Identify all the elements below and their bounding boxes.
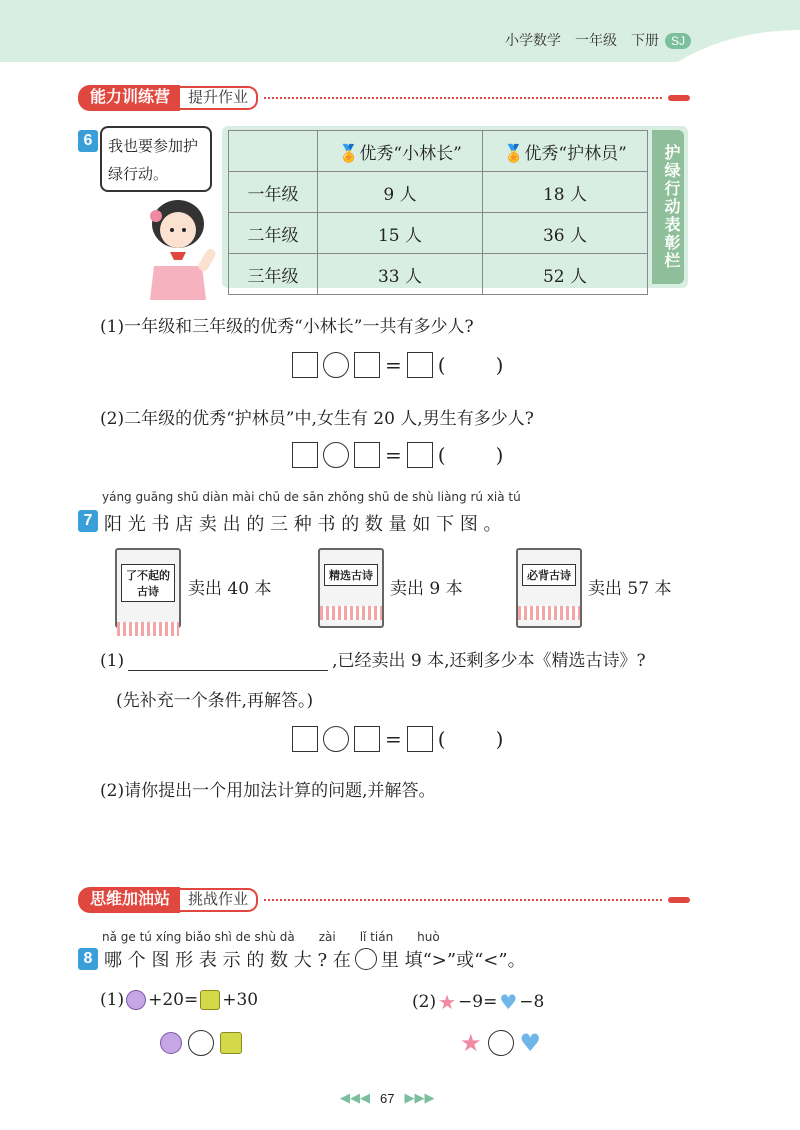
section-subtitle: 提升作业 [178,86,258,110]
answer-box[interactable] [407,726,433,752]
book-cover [318,548,384,628]
operator-circle[interactable] [323,726,349,752]
answer-equation [292,352,503,378]
header-label: 优秀“护林员” [524,143,627,164]
table-cell: 二年级 [229,213,318,254]
answer-box[interactable] [407,352,433,378]
blue-heart-icon: ♥ [519,1029,542,1057]
medal-icon: 🏅 [338,143,360,164]
equation-text: −8 [519,992,545,1012]
unit-paren: ( [437,727,446,751]
book-sold: 卖出 57 本 [588,579,672,599]
header-cell [318,131,483,172]
part-2-compare [460,1030,541,1056]
book-stripes [518,606,580,620]
table-cell: 33 人 [318,254,483,295]
yellow-square-icon [200,990,220,1010]
compare-circle[interactable] [488,1030,514,1056]
answer-box[interactable] [292,442,318,468]
page-number: 67 [380,1090,395,1106]
table-cell: 36 人 [483,213,648,254]
equation-text: −9= [458,992,498,1012]
sub-question-1 [100,646,646,671]
sub-question-note: (先补充一个条件,再解答。) [116,691,314,711]
question-text: 阳 光 书 店 卖 出 的 三 种 书 的 数 量 如 下 图 。 [104,514,502,535]
sub-question-2: (2)请你提出一个用加法计算的问题,并解答。 [100,781,436,801]
question-number: 8 [78,948,98,970]
part-1-equation [100,990,258,1010]
book-stripes [320,606,382,620]
book-stripes [117,622,179,636]
question-text [104,946,526,972]
dotted-line [264,899,662,901]
unit-paren: ( [437,353,446,377]
question-number: 6 [78,130,98,152]
table-row [229,213,648,254]
sub-question-number: (1) [100,651,125,671]
speech-bubble [100,126,212,192]
question-text-a: 哪 个 图 形 表 示 的 数 大 ? 在 [104,950,351,971]
header [505,30,691,50]
prev-arrows-icon: ◀◀◀ [340,1090,370,1105]
condition-blank[interactable] [128,652,328,671]
table-row [229,172,648,213]
unit-paren: ( [437,443,446,467]
pinyin-line: yáng guāng shū diàn mài chū de sān zhǒng shū de shù liàng rú xià tú [102,490,521,504]
answer-equation [292,726,503,752]
header-cell [229,131,318,172]
table-cell: 9 人 [318,172,483,213]
dotted-line [264,97,662,99]
header-cell [483,131,648,172]
section-banner-2 [78,888,690,912]
table-header-row [229,131,648,172]
pink-star-icon: ★ [460,1029,482,1057]
table-cell: 18 人 [483,172,648,213]
table-cell: 一年级 [229,172,318,213]
blue-heart-icon: ♥ [499,990,518,1014]
equals-sign: = [385,727,402,751]
side-label: 护绿行动表彰栏 [652,130,684,284]
series-badge: SJ [665,33,691,49]
part-2-equation [412,990,544,1014]
section-banner-1 [78,86,690,110]
unit-paren: ) [495,443,504,467]
part-number: (1) [100,990,125,1010]
answer-box[interactable] [354,726,380,752]
answer-box[interactable] [292,726,318,752]
purple-circle-icon [160,1032,182,1054]
header-label: 优秀“小林长” [359,143,462,164]
question-text-b: 里 填“>”或“<”。 [380,950,526,971]
answer-box[interactable] [407,442,433,468]
sub-question-2: (2)二年级的优秀“护林员”中,女生有 20 人,男生有多少人? [100,409,534,429]
part-number: (2) [412,992,437,1012]
table-cell: 52 人 [483,254,648,295]
pink-star-icon: ★ [438,990,457,1014]
equation-text: +30 [222,990,259,1010]
yellow-square-icon [220,1032,242,1054]
part-1-compare [160,1030,242,1056]
next-arrows-icon: ▶▶▶ [404,1090,435,1105]
sub-question-1: (1)一年级和三年级的优秀“小林长”一共有多少人? [100,317,474,337]
table-cell: 15 人 [318,213,483,254]
equals-sign: = [385,443,402,467]
equals-sign: = [385,353,402,377]
unit-paren: ) [495,727,504,751]
book-cover [115,548,181,628]
book-title: 了不起的古诗 [121,564,175,602]
book-sold: 卖出 40 本 [188,579,272,599]
purple-circle-icon [126,990,146,1010]
book-title: 精选古诗 [324,564,378,586]
sub-question-text: ,已经卖出 9 本,还剩多少本《精选古诗》? [332,651,646,671]
pencil-icon [668,95,690,101]
section-title: 思维加油站 [78,887,180,913]
header-text: 小学数学 一年级 下册 [505,32,659,48]
table-row [229,254,648,295]
question-number: 7 [78,510,98,532]
section-subtitle: 挑战作业 [178,888,258,912]
answer-box[interactable] [292,352,318,378]
compare-circle[interactable] [188,1030,214,1056]
answer-box[interactable] [354,352,380,378]
operator-circle[interactable] [323,442,349,468]
medal-icon: 🏅 [503,143,525,164]
unit-paren: ) [495,353,504,377]
operator-circle[interactable] [323,352,349,378]
pencil-icon [668,897,690,903]
girl-illustration [140,196,224,300]
page-footer [340,1090,434,1106]
book-title: 必背古诗 [522,564,576,586]
section-title: 能力训练营 [78,85,180,111]
pinyin-line: nǎ ge tú xíng biǎo shì de shù dà zài lǐ tián huò [102,930,440,944]
compare-circle-icon [355,948,377,970]
answer-equation [292,442,503,468]
honor-table [228,130,648,295]
answer-box[interactable] [354,442,380,468]
speech-bubble-text: 我也要参加护绿行动。 [108,137,199,183]
equation-text: +20= [148,990,199,1010]
book-cover [516,548,582,628]
table-cell: 三年级 [229,254,318,295]
book-sold: 卖出 9 本 [390,579,463,599]
